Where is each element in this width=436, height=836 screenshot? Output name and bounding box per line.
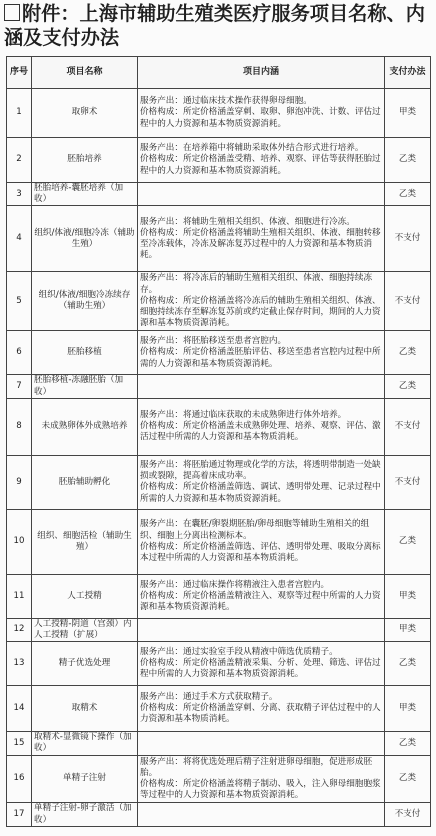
table-row: [7, 138, 431, 183]
row-content: [138, 803, 385, 826]
table-row: [7, 183, 431, 206]
content-line: 价格构成：所定价格涵盖筛选、评估、透明带处理、吸取分离标本过程中所需的人力资源和基本物质消耗。: [140, 541, 381, 564]
row-content: [138, 272, 385, 331]
content-line: 价格构成：所定价格涵盖精液注入、观察等过程中所需的人力资源和基本物质资源消耗。: [140, 590, 381, 612]
table-row: [7, 686, 431, 732]
row-seq: 10: [7, 509, 32, 574]
content-line: 价格构成：所定价格涵盖精液采集、分析、处理、筛选、评估过程中所需的人力资源和基本物质资源消耗。: [140, 658, 381, 680]
content-line: 服务产出：在培养箱中将辅助采取体外结合形式进行培养。: [140, 143, 364, 154]
row-pay: 乙类: [385, 509, 431, 574]
table-row: [7, 803, 431, 826]
row-name: 胚胎培养: [32, 138, 138, 183]
row-content: [138, 375, 385, 398]
content-line: 价格构成：所定价格涵盖受精、培养、观察、评估等获得胚胎过程中的人力资源和基本物质资源消耗。: [140, 154, 381, 176]
row-name: 单精子注射: [32, 755, 138, 803]
row-content: [138, 686, 385, 732]
document-title: [4, 2, 432, 52]
row-pay: 不支付: [385, 206, 431, 272]
content-line: 价格构成：所定价格涵盖未成熟卵处理、培养、观察、评估、激活过程中所需的人力资源和基本物质消耗。: [140, 421, 381, 443]
row-content: [138, 455, 385, 509]
row-content: [138, 89, 385, 138]
row-content: [138, 183, 385, 206]
row-pay: 乙类: [385, 138, 431, 183]
title-text: 附件：上海市辅助生殖类医疗服务项目名称、内涵及支付办法: [4, 2, 425, 49]
row-seq: 17: [7, 803, 32, 826]
row-pay: 甲类: [385, 89, 431, 138]
content-line: 服务产出：将辅助生殖相关组织、体液、细胞进行冷冻。: [140, 216, 355, 227]
table-row: [7, 509, 431, 574]
row-seq: 7: [7, 375, 32, 398]
row-content: [138, 138, 385, 183]
row-name: 胚胎移植: [32, 331, 138, 375]
row-pay: 甲类: [385, 686, 431, 732]
row-seq: 13: [7, 642, 32, 686]
row-content: [138, 618, 385, 641]
row-name: 取卵术: [32, 89, 138, 138]
row-name: 人工授精-阴道（宫颈）内人工授精（扩展）: [32, 618, 138, 641]
row-pay: 乙类: [385, 375, 431, 398]
table-row: [7, 398, 431, 455]
row-content: [138, 398, 385, 455]
row-seq: 5: [7, 272, 32, 331]
header-content: 项目内涵: [138, 57, 385, 89]
row-pay: 甲类: [385, 618, 431, 641]
row-name: 人工授精: [32, 574, 138, 618]
row-pay: 乙类: [385, 755, 431, 803]
row-seq: 2: [7, 138, 32, 183]
row-seq: 12: [7, 618, 32, 641]
row-pay: 不支付: [385, 398, 431, 455]
row-seq: 3: [7, 183, 32, 206]
table-row: [7, 642, 431, 686]
content-line: 服务产出：通过临床技术操作获得卵母细胞。: [140, 96, 312, 107]
row-name: 胚胎移植-冻融胚胎（加收）: [32, 375, 138, 398]
table-header-row: [7, 57, 431, 89]
row-seq: 4: [7, 206, 32, 272]
table-row: [7, 272, 431, 331]
row-seq: 15: [7, 732, 32, 755]
row-content: [138, 206, 385, 272]
services-table: [6, 56, 431, 827]
row-pay: 甲类: [385, 574, 431, 618]
row-pay: 不支付: [385, 803, 431, 826]
table-row: [7, 574, 431, 618]
row-seq: 9: [7, 455, 32, 509]
row-seq: 6: [7, 331, 32, 375]
row-pay: 不支付: [385, 455, 431, 509]
row-seq: 16: [7, 755, 32, 803]
row-content: [138, 732, 385, 755]
header-seq: 序号: [7, 57, 32, 89]
table-row: [7, 755, 431, 803]
table-row: [7, 618, 431, 641]
checkbox-square-icon: [4, 4, 20, 21]
row-seq: 11: [7, 574, 32, 618]
header-name: 项目名称: [32, 57, 138, 89]
row-content: [138, 331, 385, 375]
row-content: [138, 509, 385, 574]
table-row: [7, 375, 431, 398]
row-name: 取精术: [32, 686, 138, 732]
row-content: [138, 755, 385, 803]
table-row: [7, 89, 431, 138]
content-line: 服务产出：将胚胎通过物理或化学的方法，将透明带制造一处缺损或裂隙，提高着床成功率。: [140, 459, 381, 482]
row-seq: 14: [7, 686, 32, 732]
table-row: [7, 331, 431, 375]
content-line: 价格构成：所定价格涵盖穿刺、分离、获取精子评估过程中的人力资源和基本物质消耗。: [140, 703, 381, 725]
row-name: 单精子注射-卵子激活（加收）: [32, 803, 138, 826]
content-line: 服务产出：通过临床操作将精液注入患者宫腔内。: [140, 579, 330, 590]
header-pay: 支付办法: [385, 57, 431, 89]
row-pay: 乙类: [385, 732, 431, 755]
row-pay: 不支付: [385, 272, 431, 331]
table-row: [7, 455, 431, 509]
content-line: 价格构成：所定价格涵盖将精子制动、吸入，注入卵母细胞胞浆等过程中的人力资源和基本物质资源消耗。: [140, 779, 381, 801]
table-row: [7, 206, 431, 272]
row-name: 胚胎培养-囊胚培养（加收）: [32, 183, 138, 206]
row-seq: 8: [7, 398, 32, 455]
content-line: 服务产出：通过手术方式获取精子。: [140, 691, 278, 702]
content-line: 价格构成：所定价格涵盖穿刺、取卵、卵泡冲洗、计数、评估过程中的人力资源和基本物质资源消耗。: [140, 107, 381, 129]
row-name: 胚胎辅助孵化: [32, 455, 138, 509]
row-content: [138, 574, 385, 618]
row-name: 组织/体液/细胞冷冻（辅助生殖）: [32, 206, 138, 272]
content-line: 服务产出：将冷冻后的辅助生殖相关组织、体液、细胞持续冻存。: [140, 273, 373, 295]
content-line: 价格构成：所定价格涵盖胚胎评估、移送至患者宫腔内过程中所需的人力资源和基本物质资源消耗。: [140, 347, 381, 369]
row-name: 组织/体液/细胞冷冻续存（辅助生殖）: [32, 272, 138, 331]
row-name: 组织、细胞活检（辅助生殖）: [32, 509, 138, 574]
content-line: 价格构成：所定价格涵盖将辅助生殖相关组织、体液、细胞转移至冷冻载体，冷冻及解冻复苏过程中的人力资源和基本物质消耗。: [140, 227, 381, 261]
row-name: 未成熟卵体外成熟培养: [32, 398, 138, 455]
row-pay: 乙类: [385, 183, 431, 206]
content-line: 价格构成：所定价格涵盖将冷冻后的辅助生殖相关组织、体液、细胞持续冻存至解冻复苏前或约定截止保存时间，期间的人力资源和基本物质资源消耗。: [140, 295, 381, 329]
row-pay: 乙类: [385, 642, 431, 686]
content-line: 服务产出：在囊胚/卵裂期胚胎/卵母细胞等辅助生殖相关的组织、细胞上分离出检测标本。: [140, 519, 370, 541]
row-content: [138, 642, 385, 686]
content-line: 服务产出：将胚胎移送至患者宫腔内。: [140, 336, 287, 347]
content-line: 价格构成：所定价格涵盖筛选、调试、透明带处理、记录过程中所需的人力资源和基本物质资源消耗。: [140, 482, 381, 504]
content-line: 服务产出：通过实验室手段从精液中筛选优质精子。: [140, 646, 338, 657]
table-body: [7, 89, 431, 827]
content-line: 服务产出：将将优选处理后精子注射进卵母细胞，促进形成胚胎。: [140, 756, 373, 778]
row-name: 精子优选处理: [32, 642, 138, 686]
row-pay: 乙类: [385, 331, 431, 375]
content-line: 服务产出：将通过临床获取的未成熟卵进行体外培养。: [140, 410, 347, 421]
row-name: 取精术-显微镜下操作（加收）: [32, 732, 138, 755]
row-seq: 1: [7, 89, 32, 138]
table-row: [7, 732, 431, 755]
